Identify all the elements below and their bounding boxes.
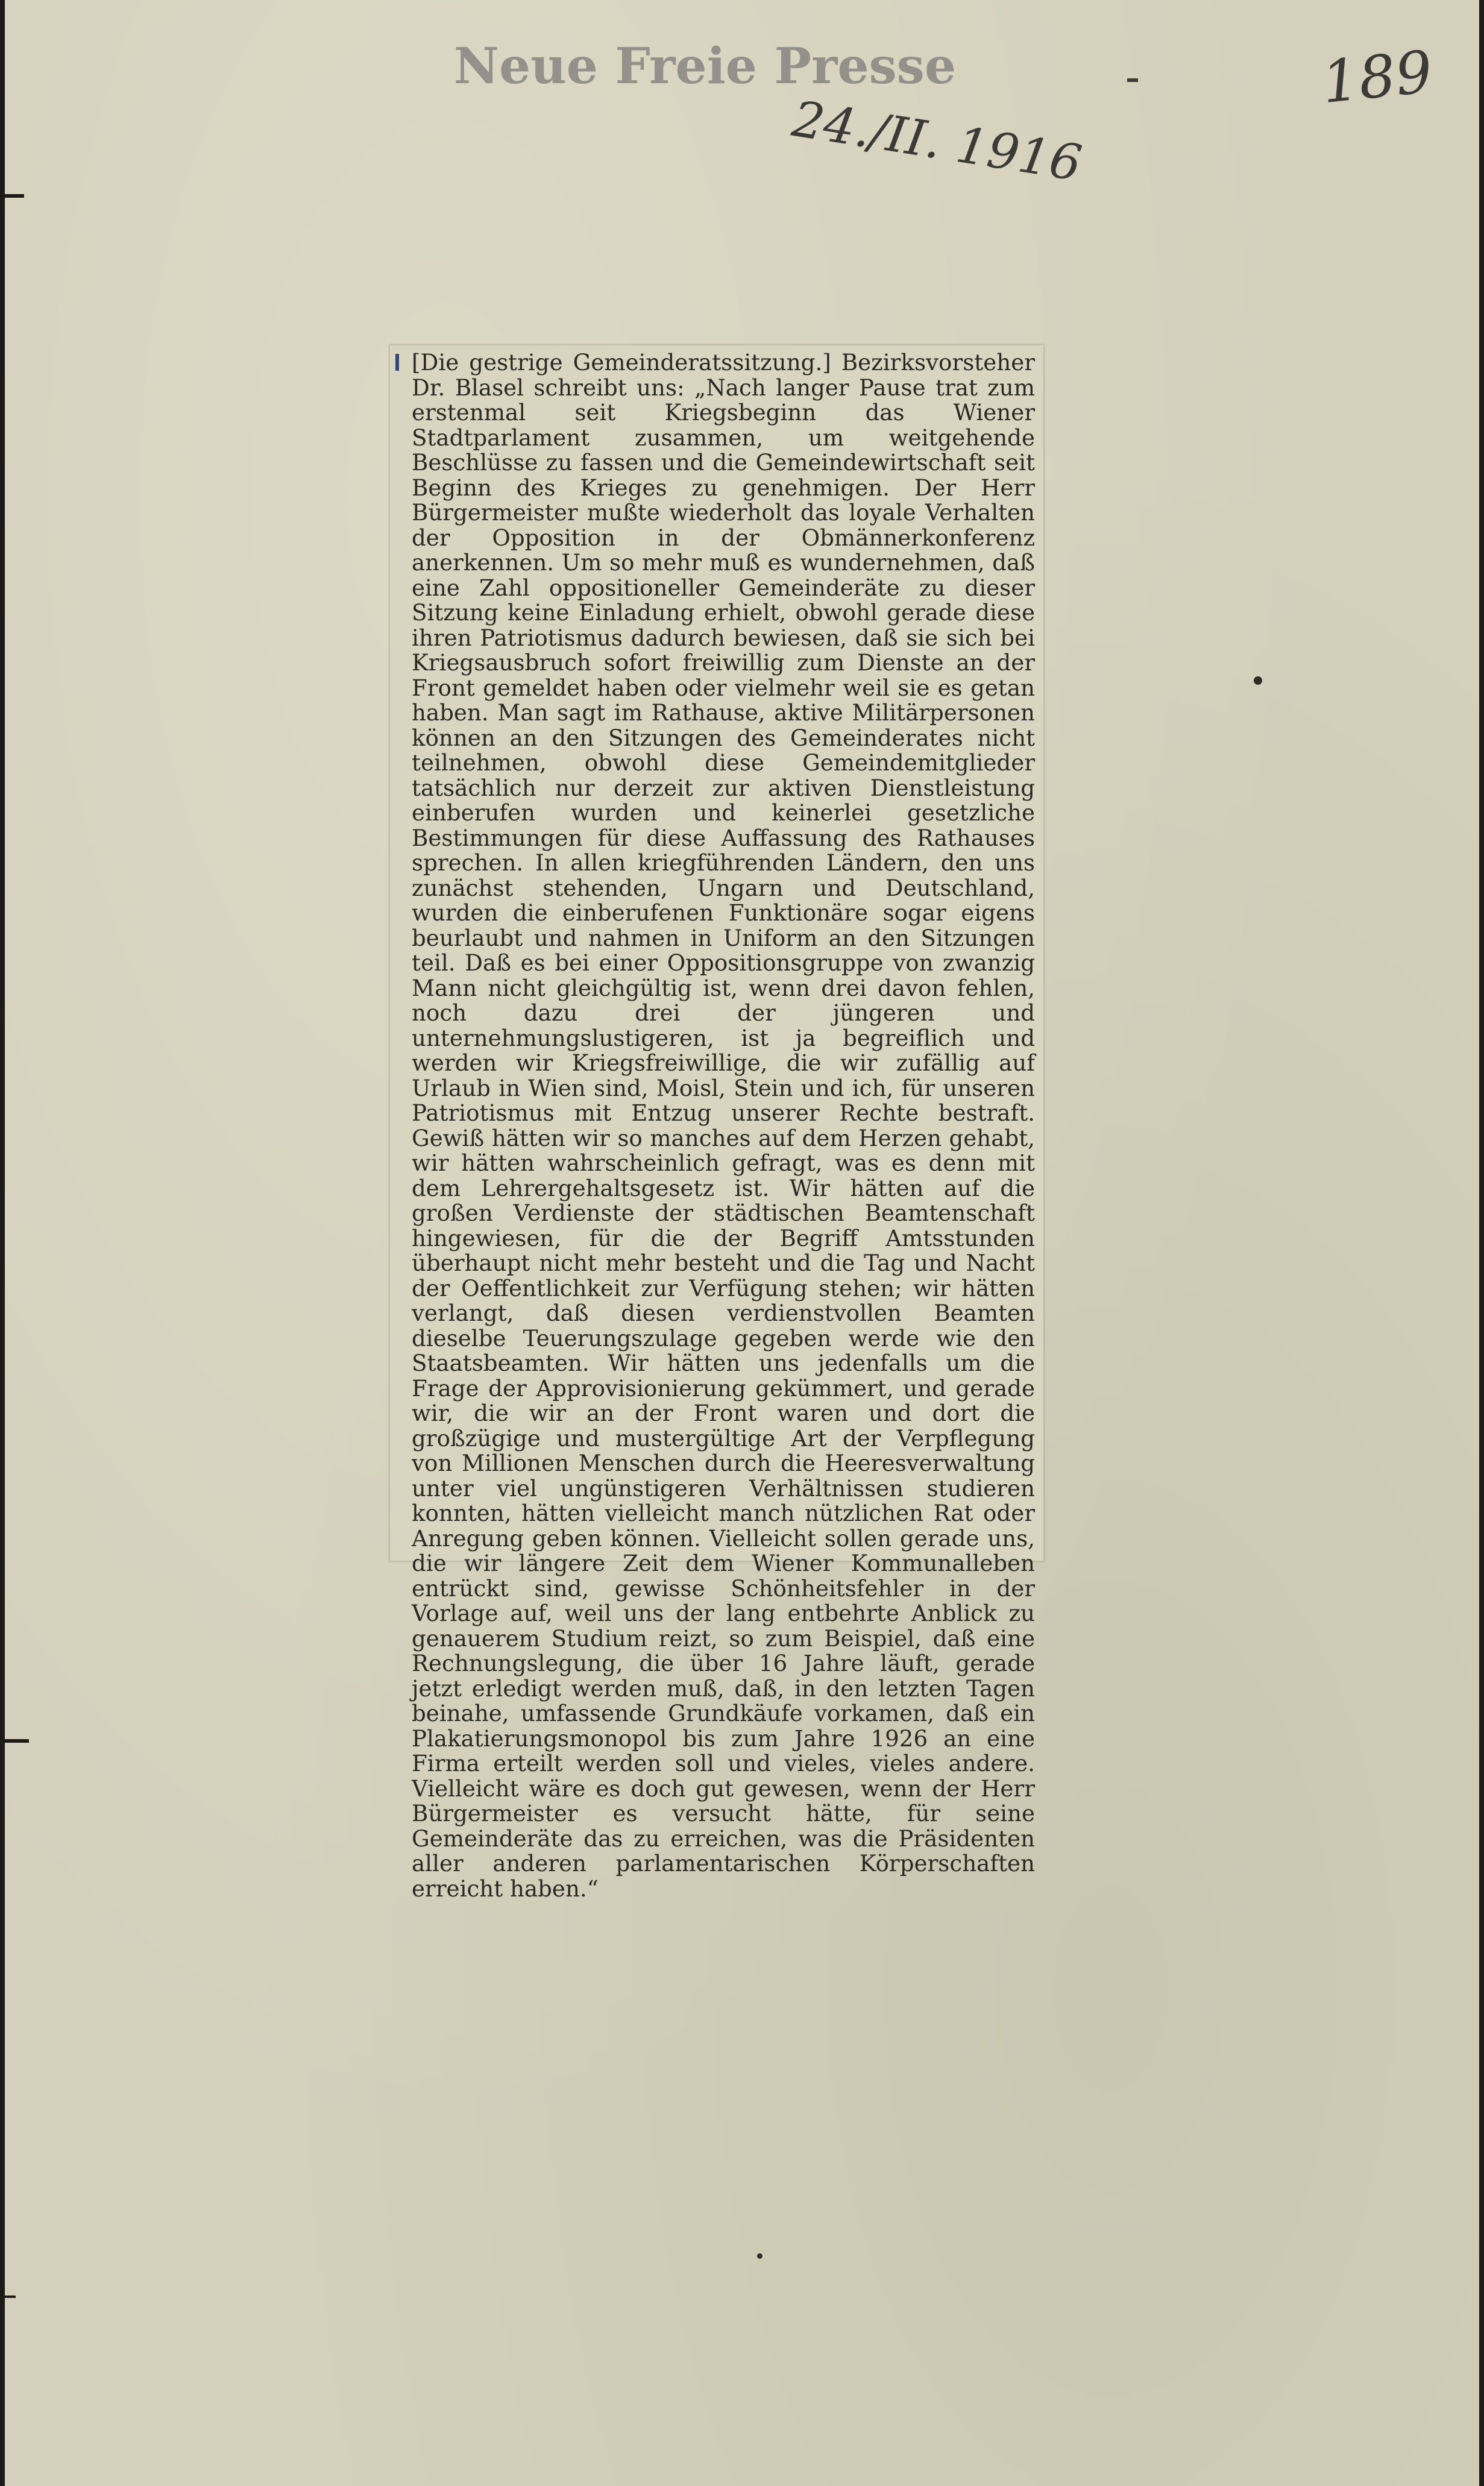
binding-mark — [0, 2296, 16, 2298]
newspaper-stamp: Neue Freie Presse — [454, 37, 957, 95]
folio-number: 189 — [1318, 37, 1436, 117]
binding-mark — [0, 1739, 29, 1743]
binding-mark — [0, 194, 24, 198]
ink-spot — [757, 2253, 762, 2259]
archive-sheet — [5, 0, 1479, 2486]
handwritten-date: 24./II. 1916 — [788, 90, 1086, 193]
pencil-mark — [1127, 78, 1138, 82]
clipping-edge-mark — [395, 354, 399, 371]
clipping-text: [Die gestrige Gemeinderatssitzung.] Bezirksvorsteher Dr. Blasel schreibt uns: „Nach langer Pause trat zum erstenmal seit Kriegsbeginn das Wiener Stadtparlament zusammen, um weitgehende Beschlüsse zu fassen und die Gemeindewirtschaft seit Beginn des Krieges zu genehmigen. Der Herr Bürgermeister mußte wiederholt das loyale Verhalten der Opposition in der Obmännerkonferenz anerkennen. Um so mehr muß es wundernehmen, daß eine Zahl oppositioneller Gemeinderäte zu dieser Sitzung keine Einladung erhielt, obwohl gerade diese ihren Patriotismus dadurch bewiesen, daß sie sich bei Kriegsausbruch sofort freiwillig zum Dienste an der Front gemeldet haben oder vielmehr weil sie es getan haben. Man sagt im Rathause, aktive Militärpersonen können an den Sitzungen des Gemeinderates nicht teilnehmen, obwohl diese Gemeindemitglieder tatsächlich nur derzeit zur aktiven Dienstleistung einberufen wurden und keinerlei gesetzliche Bestimmungen für diese Auffassung des Rathauses sprechen. In allen kriegführenden Ländern, den uns zunächst stehenden, Ungarn und Deutschland, wurden die einberufenen Funktionäre sogar eigens beurlaubt und nahmen in Uniform an den Sitzungen teil. Daß es bei einer Oppositionsgruppe von zwanzig Mann nicht gleichgültig ist, wenn drei davon fehlen, noch dazu drei der jüngeren und unternehmungslustigeren, ist ja begreiflich und werden wir Kriegsfreiwillige, die wir zufällig auf Urlaub in Wien sind, Moisl, Stein und ich, für unseren Patriotismus mit Entzug unserer Rechte bestraft. Gewiß hätten wir so manches auf dem Herzen gehabt, wir hätten wahrscheinlich gefragt, was es denn mit dem Lehrergehaltsgesetz ist. Wir hätten auf die großen Verdienste der städtischen Beamtenschaft hingewiesen, für die der Begriff Amtsstunden überhaupt nicht mehr besteht und die Tag und Nacht der Oeffentlichkeit zur Verfügung stehen; wir hätten verlangt, daß diesen verdienstvollen Beamten dieselbe Teuerungszulage gegeben werde wie den Staatsbeamten. Wir hätten uns jedenfalls um die Frage der Approvisionierung gekümmert, und gerade wir, die wir an der Front waren und dort die großzügige und mustergültige Art der Verpflegung von Millionen Menschen durch die Heeresverwaltung unter viel ungünstigeren Verhältnissen studieren konnten, hätten vielleicht manch nützlichen Rat oder Anregung geben können. Vielleicht sollen gerade uns, die wir längere Zeit dem Wiener Kommunalleben entrückt sind, gewisse Schönheitsfehler in der Vorlage auf, weil uns der lang entbehrte Anblick zu genauerem Studium reizt, so zum Beispiel, daß eine Rechnungslegung, die über 16 Jahre läuft, gerade jetzt erledigt werden muß, daß, in den letzten Tagen beinahe, umfassende Grundkäufe vorkamen, daß ein Plakatierungsmonopol bis zum Jahre 1926 an eine Firma erteilt werden soll und vieles, vieles andere. Vielleicht wäre es doch gut gewesen, wenn der Herr Bürgermeister es versucht hätte, für seine Gemeinderäte das zu erreichen, was die Präsidenten aller anderen parlamentarischen Körperschaften erreicht haben.“ — [412, 349, 1035, 1902]
newspaper-clipping — [389, 345, 1044, 1902]
ink-spot — [1254, 676, 1262, 685]
